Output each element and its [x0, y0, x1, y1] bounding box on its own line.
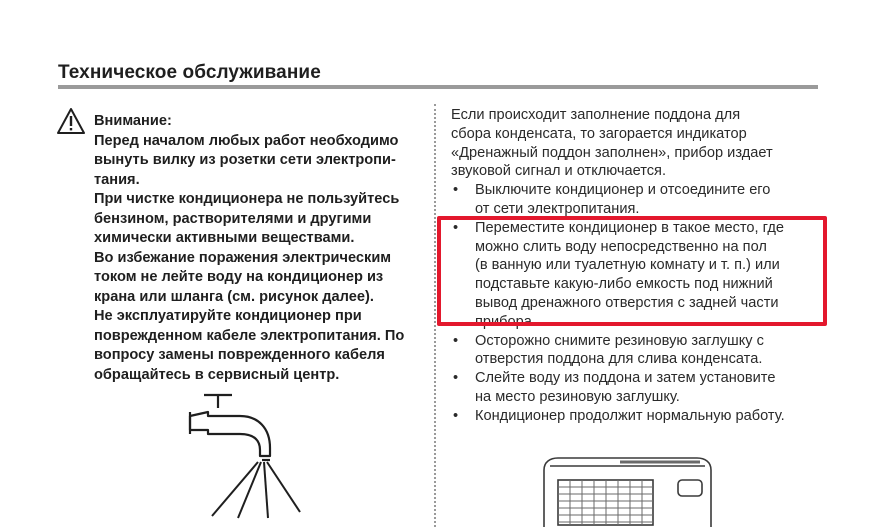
list-item: • Слейте воду из поддона и затем установите на место резиновую заглушку.: [451, 369, 831, 407]
warning-paragraph: Во избежание поражения электрическим током не лейте воду на кондиционер из крана или шланга (см. рисунок далее).: [94, 249, 392, 305]
list-item: • Выключите кондиционер и отсоедините его от сети электропитания.: [451, 181, 831, 219]
warning-heading: Внимание:: [94, 113, 172, 129]
section-title: Техническое обслуживание: [58, 62, 321, 83]
drain-intro: Если происходит заполнение поддона для сбора конденсата, то загорается индикатор «Дренажный поддон заполнен», прибор издает звуковой сигнал и отключается.: [451, 107, 773, 180]
red-highlight-box: [437, 216, 827, 326]
title-underline: [58, 85, 818, 89]
list-item: • Переместите кондиционер в такое место, где можно слить воду непосредственно на пол (в ванную или туалетную комнату и т. п.) или подставьте какую-либо емкость под нижний вывод дренажного отверстия с задней части прибора.: [451, 219, 831, 332]
warning-paragraph: При чистке кондиционера не пользуйтесь бензином, растворителями и другими химически активными веществами.: [94, 191, 400, 246]
warning-block: [94, 112, 424, 385]
list-item: • Кондиционер продолжит нормальную работу.: [451, 407, 831, 426]
list-item: • Осторожно снимите резиновую заглушку с отверстия поддона для слива конденсата.: [451, 332, 831, 370]
warning-triangle-icon: [56, 107, 86, 135]
warning-paragraph: Не эксплуатируйте кондиционер при поврежденном кабеле электропитания. По вопросу замены поврежденного кабеля обращайтесь в сервисный центр.: [94, 308, 405, 383]
air-conditioner-illustration: [540, 456, 715, 527]
warning-paragraph: Перед началом любых работ необходимо вынуть вилку из розетки сети электропи- тания.: [94, 132, 399, 188]
column-divider: [434, 104, 436, 527]
water-faucet-illustration: [180, 390, 320, 527]
